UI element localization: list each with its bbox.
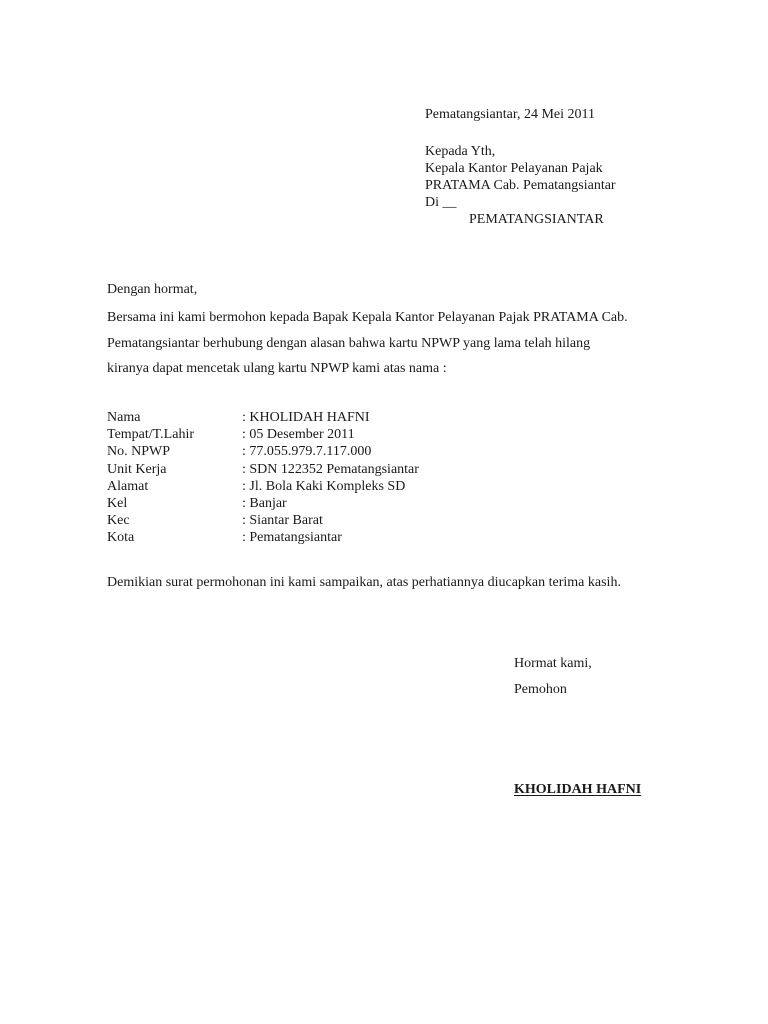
detail-label: Kec xyxy=(107,513,130,529)
detail-row xyxy=(107,512,419,529)
recipient-city: PEMATANGSIANTAR xyxy=(469,212,604,227)
detail-value: : Jl. Bola Kaki Kompleks SD xyxy=(242,478,406,494)
recipient-address xyxy=(425,143,616,228)
recipient-line: PRATAMA Cab. Pematangsiantar xyxy=(425,178,616,193)
detail-label: Tempat/T.Lahir xyxy=(107,427,195,443)
detail-row xyxy=(107,495,419,512)
paragraph-line: Bersama ini kami bermohon kepada Bapak Kepala Kantor Pelayanan Pajak PRATAMA Cab. xyxy=(107,310,628,325)
detail-row xyxy=(107,478,419,495)
paragraph-line: kiranya dapat mencetak ulang kartu NPWP kami atas nama : xyxy=(107,361,447,376)
applicant-details xyxy=(107,409,419,547)
detail-label: Alamat xyxy=(107,478,149,494)
closing-sentence: Demikian surat permohonan ini kami sampaikan, atas perhatiannya diucapkan terima kasih. xyxy=(107,575,621,590)
detail-value: : Banjar xyxy=(242,496,287,512)
detail-row xyxy=(107,461,419,478)
signer-role: Pemohon xyxy=(514,682,567,697)
detail-value: : SDN 122352 Pematangsiantar xyxy=(242,461,419,477)
detail-value: : Pematangsiantar xyxy=(242,530,342,546)
detail-row xyxy=(107,529,419,546)
recipient-line: Kepada Yth, xyxy=(425,144,496,159)
detail-value: : Siantar Barat xyxy=(242,513,323,529)
detail-label: Unit Kerja xyxy=(107,461,167,477)
detail-label: Kota xyxy=(107,530,135,546)
detail-row xyxy=(107,409,419,426)
recipient-line: Kepala Kantor Pelayanan Pajak xyxy=(425,161,603,176)
detail-value: : 77.055.979.7.117.000 xyxy=(242,444,372,460)
greeting: Dengan hormat, xyxy=(107,282,198,297)
detail-row xyxy=(107,426,419,443)
regards-text: Hormat kami, xyxy=(514,656,592,671)
place-date: Pematangsiantar, 24 Mei 2011 xyxy=(425,107,595,122)
detail-label: Nama xyxy=(107,410,141,425)
request-paragraph xyxy=(107,305,628,382)
signature-block xyxy=(514,651,592,703)
detail-row xyxy=(107,443,419,460)
signer-name: KHOLIDAH HAFNI xyxy=(514,782,642,797)
recipient-line: Di __ xyxy=(425,195,457,210)
detail-label: No. NPWP xyxy=(107,444,171,460)
detail-value: : 05 Desember 2011 xyxy=(242,427,355,443)
paragraph-line: Pematangsiantar berhubung dengan alasan bahwa kartu NPWP yang lama telah hilang xyxy=(107,335,591,351)
detail-label: Kel xyxy=(107,496,128,512)
detail-value: : KHOLIDAH HAFNI xyxy=(242,410,370,425)
